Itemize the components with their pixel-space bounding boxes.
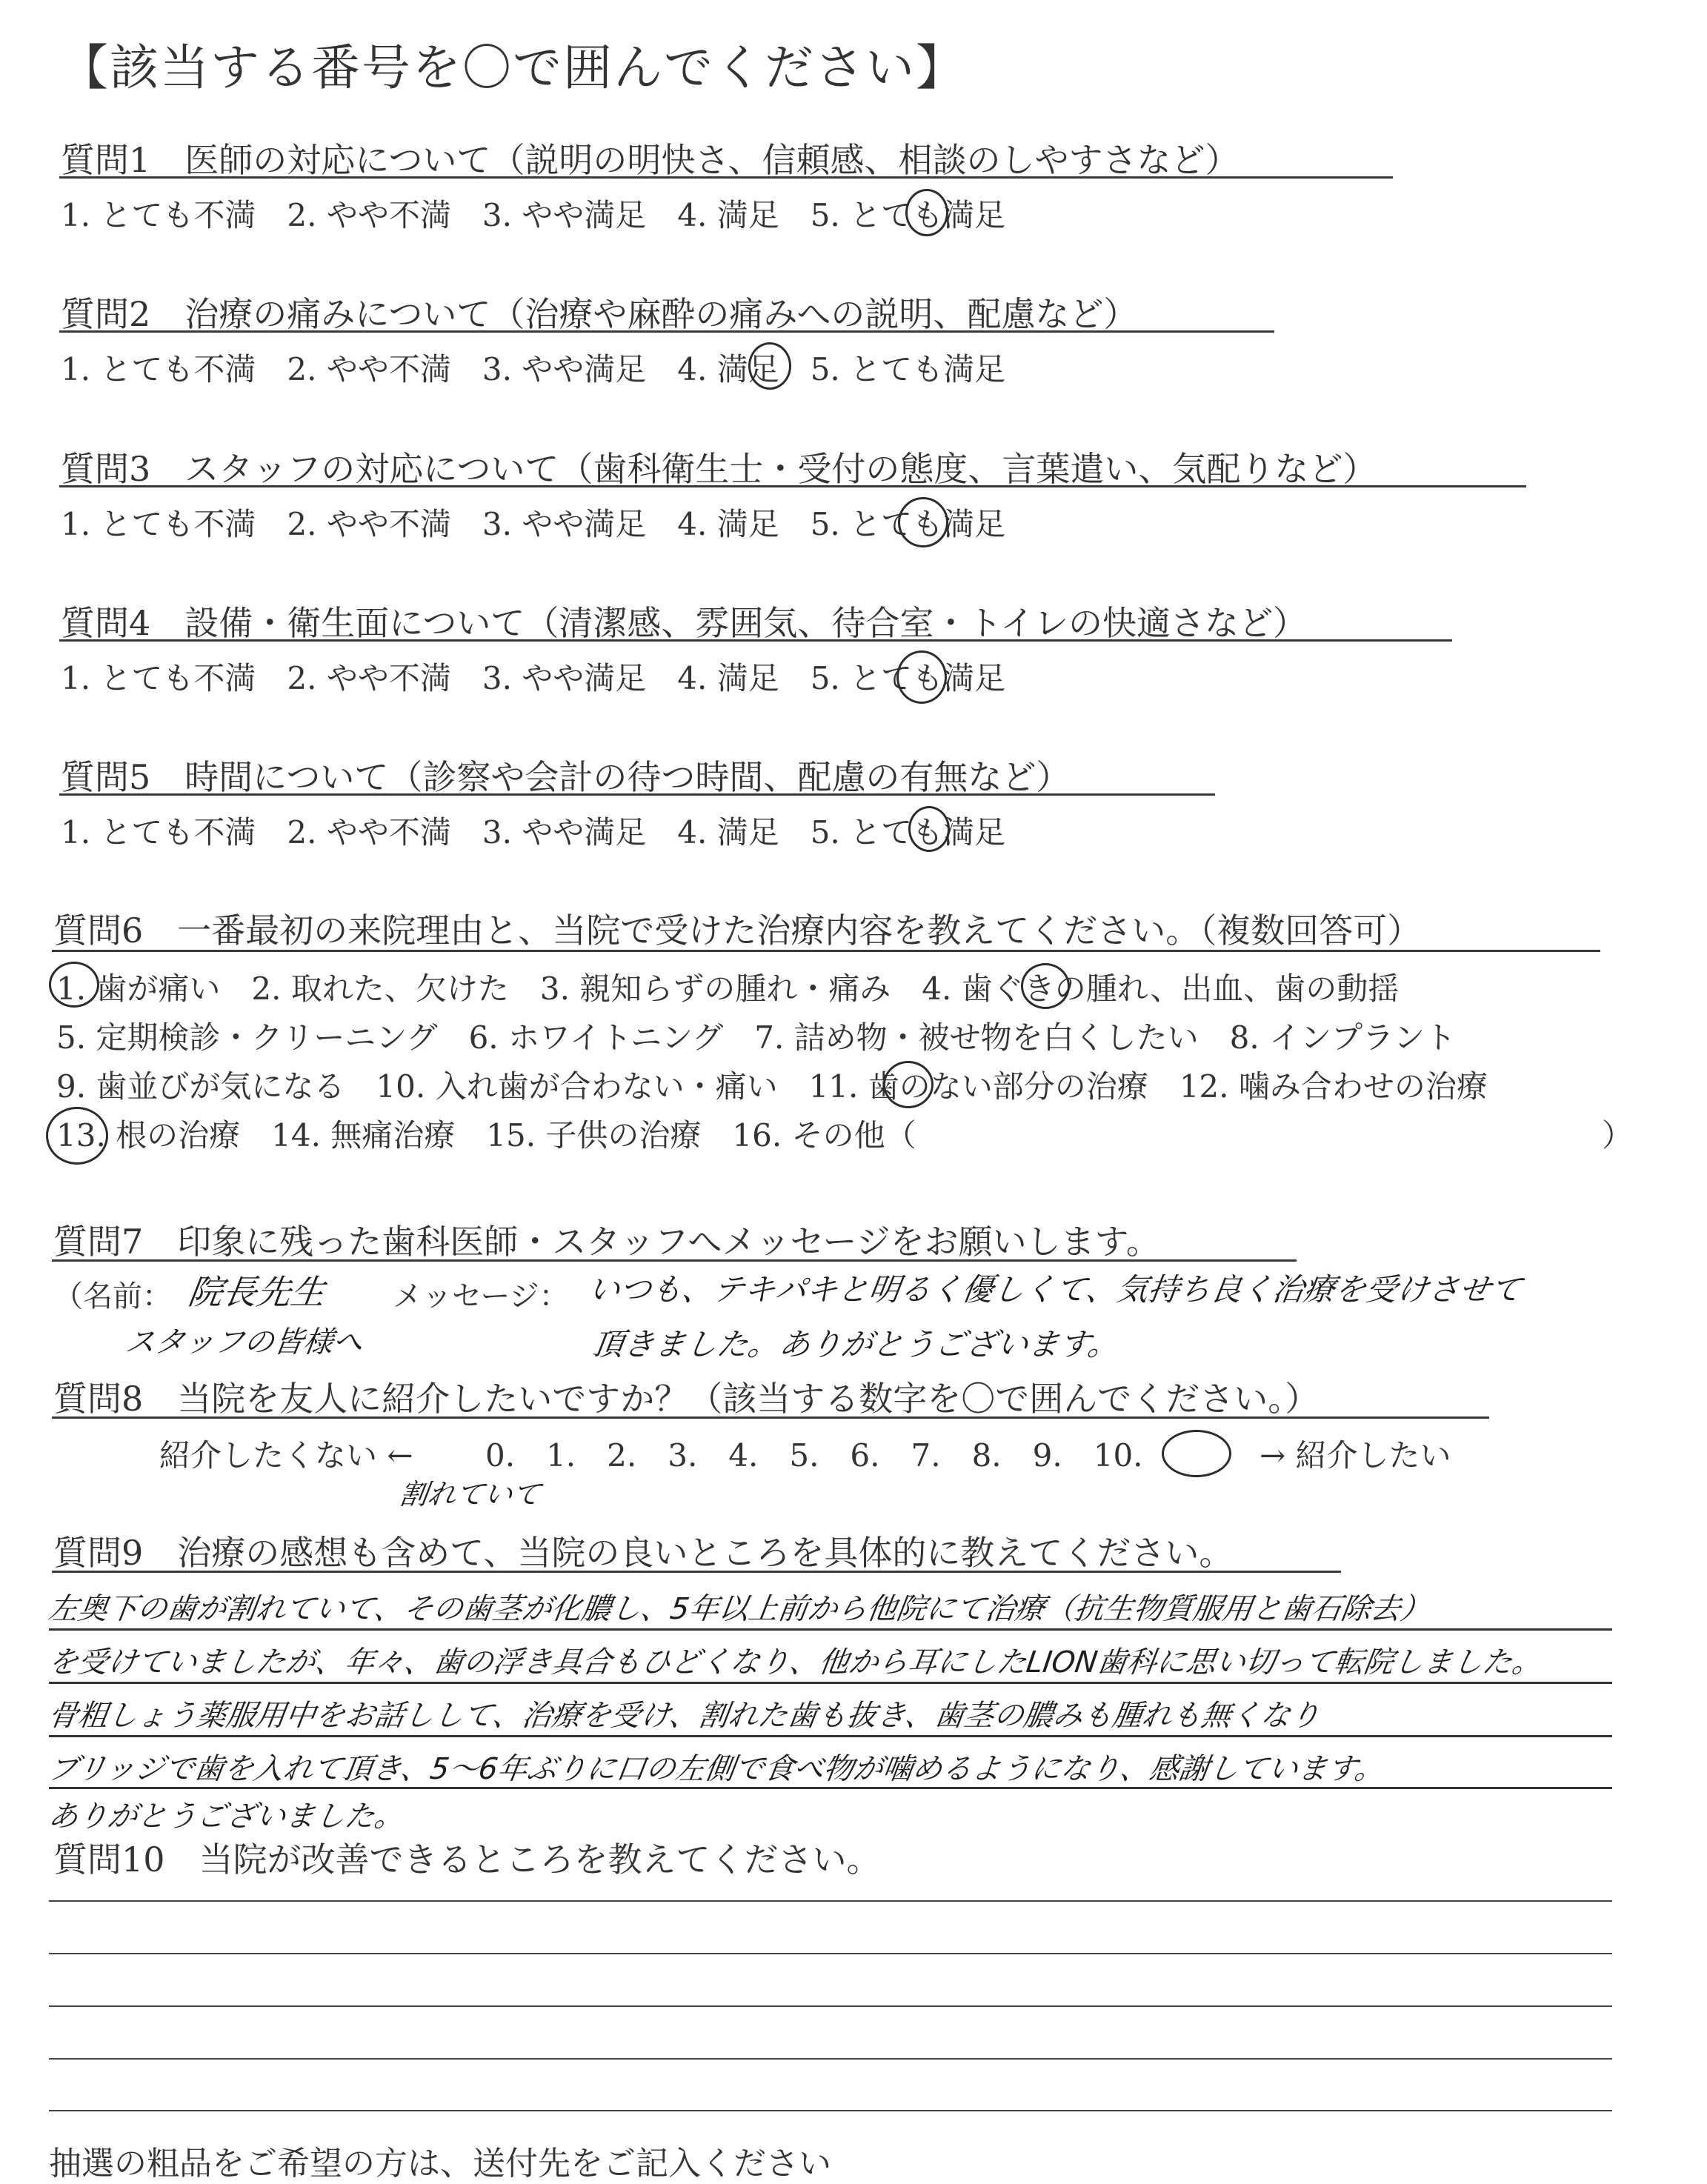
question-5-options[interactable]: 1. とても不満 2. やや不満 3. やや満足 4. 満足 5. とても満足: [61, 814, 1006, 850]
question-7-underline: [52, 1259, 1297, 1262]
question-3-options[interactable]: 1. とても不満 2. やや不満 3. やや満足 4. 満足 5. とても満足: [61, 506, 1006, 542]
question-2-options[interactable]: 1. とても不満 2. やや不満 3. やや満足 4. 満足 5. とても満足: [61, 351, 1006, 387]
blank-rule-2: [49, 1953, 1612, 1954]
answer-rule-1: [49, 1628, 1612, 1631]
question-6-options-row2[interactable]: 5. 定期検診・クリーニング 6. ホワイトニング 7. 詰め物・被せ物を白くしたい 8. インプラント: [56, 1019, 1457, 1056]
question-5-selected-circle: [908, 806, 950, 852]
question-8-right-label: → 紹介したい: [1260, 1437, 1451, 1474]
question-6-title: 質問6 一番最初の来院理由と、当院で受けた治療内容を教えてください。（複数回答可）: [53, 910, 1422, 950]
handwritten-name-1: 院長先生: [185, 1272, 328, 1312]
handwritten-answer-line-2: を受けていましたが、年々、歯の浮き具合もひどくなり、他から耳にしたLION歯科に思い切って転院しました。: [46, 1645, 1545, 1679]
question-2-title: 質問2 治療の痛みについて（治療や麻酔の痛みへの説明、配慮など）: [61, 294, 1138, 334]
handwritten-message-line-1: いつも、テキパキと明るく優しくて、気持ち良く治療を受けさせて: [586, 1271, 1525, 1308]
question-4-options[interactable]: 1. とても不満 2. やや不満 3. やや満足 4. 満足 5. とても満足: [61, 660, 1006, 696]
question-9-underline: [52, 1571, 1341, 1573]
blank-rule-3: [49, 2005, 1612, 2007]
question-4-title: 質問4 設備・衛生面について（清潔感、雰囲気、待合室・トイレの快適さなど）: [61, 603, 1308, 643]
question-8-scale[interactable]: 0. 1. 2. 3. 4. 5. 6. 7. 8. 9. 10.: [485, 1437, 1143, 1474]
question-6-other-close: ）: [1602, 1117, 1634, 1153]
question-6-selected-circle-11: [883, 1061, 934, 1108]
question-2-underline: [59, 330, 1274, 333]
question-1-options[interactable]: 1. とても不満 2. やや不満 3. やや満足 4. 満足 5. とても満足: [61, 197, 1006, 233]
question-6-options-row3[interactable]: 9. 歯並びが気になる 10. 入れ歯が合わない・痛い 11. 歯のない部分の治療 12. 噛み合わせの治療: [56, 1068, 1488, 1105]
question-7-title: 質問7 印象に残った歯科医師・スタッフへメッセージをお願いします。: [53, 1222, 1160, 1262]
question-1-selected-circle: [905, 189, 948, 236]
answer-rule-3: [49, 1735, 1612, 1737]
question-1-title: 質問1 医師の対応について（説明の明快さ、信頼感、相談のしやすさなど）: [61, 140, 1240, 180]
question-6-options-row4[interactable]: 13. 根の治療 14. 無痛治療 15. 子供の治療 16. その他（: [56, 1117, 916, 1153]
handwritten-answer-line-4: ブリッジで歯を入れて頂き、5〜6年ぶりに口の左側で食べ物が噛めるようになり、感謝しています。: [46, 1752, 1387, 1786]
question-3-underline: [59, 485, 1526, 487]
handwritten-insert-note: 割れていて: [397, 1478, 543, 1511]
question-8-left-label: 紹介したくない ←: [159, 1437, 413, 1474]
question-4-underline: [59, 639, 1452, 642]
blank-rule-4: [49, 2058, 1612, 2060]
footer-note: 抽選の粗品をご希望の方は、送付先をご記入ください: [49, 2145, 831, 2183]
handwritten-name-2: スタッフの皆様へ: [123, 1325, 365, 1359]
question-9-title: 質問9 治療の感想も含めて、当院の良いところを具体的に教えてください。: [53, 1533, 1234, 1573]
handwritten-message-line-2: 頂きました。ありがとうございます。: [590, 1326, 1122, 1362]
question-6-underline: [52, 950, 1600, 952]
blank-rule-5: [49, 2110, 1612, 2111]
question-2-selected-circle: [748, 342, 791, 390]
question-10-title: 質問10 当院が改善できるところを教えてください。: [53, 1840, 881, 1880]
question-6-selected-circle-4: [1021, 963, 1070, 1009]
question-8-title: 質問8 当院を友人に紹介したいですか？（該当する数字を〇で囲んでください。）: [53, 1379, 1320, 1419]
page-heading: 【該当する番号を〇で囲んでください】: [59, 39, 966, 96]
blank-rule-1: [49, 1900, 1612, 1902]
question-3-selected-circle: [898, 497, 948, 547]
question-6-selected-circle-1: [49, 962, 99, 1008]
question-7-name-label: （名前：: [53, 1279, 172, 1314]
handwritten-answer-line-1: 左奥下の歯が割れていて、その歯茎が化膿し、5年以上前から他院にて治療（抗生物質服用と歯石除去）: [46, 1592, 1433, 1626]
handwritten-answer-line-5: ありがとうございました。: [46, 1800, 407, 1834]
question-6-options-row1[interactable]: 1. 歯が痛い 2. 取れた、欠けた 3. 親知らずの腫れ・痛み 4. 歯ぐきの腫れ、出血、歯の動揺: [56, 971, 1400, 1007]
question-3-title: 質問3 スタッフの対応について（歯科衛生士・受付の態度、言葉遣い、気配りなど）: [61, 449, 1377, 489]
question-5-title: 質問5 時間について（診察や会計の待つ時間、配慮の有無など）: [61, 757, 1071, 797]
question-7-message-label: メッセージ：: [393, 1279, 569, 1314]
question-6-selected-circle-13: [46, 1107, 108, 1165]
question-4-selected-circle: [896, 650, 947, 704]
question-5-underline: [59, 793, 1215, 796]
answer-rule-2: [49, 1682, 1612, 1684]
question-1-underline: [59, 176, 1393, 179]
question-8-selected-circle: [1162, 1430, 1231, 1477]
handwritten-answer-line-3: 骨粗しょう薬服用中をお話しして、治療を受け、割れた歯も抜き、歯茎の膿みも腫れも無くなり: [46, 1699, 1322, 1733]
answer-rule-4: [49, 1787, 1612, 1789]
question-8-underline: [52, 1416, 1489, 1419]
